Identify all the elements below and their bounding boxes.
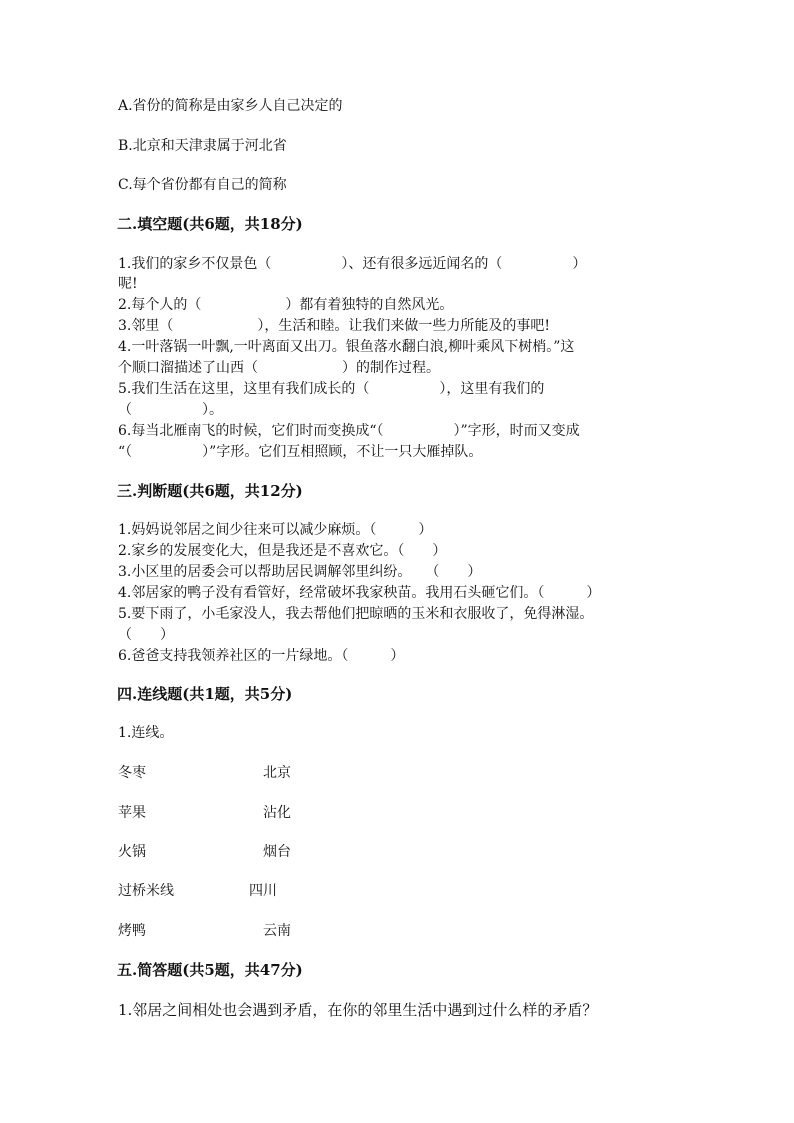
fill-q2: 2.每个人的（ ）都有着独特的自然风光。 [118, 297, 454, 313]
fill-q4-line1: 4.一叶落锅一叶飘,一叶离面又出刀。银鱼落水翻白浪,柳叶乘风下树梢。”这 [118, 339, 575, 355]
match-right-1: 北京 [263, 765, 291, 781]
option-c: C.每个省份都有自己的简称 [118, 177, 287, 193]
fill-q6-line2: “（ ）”字形。它们互相照顾，不让一只大雁掉队。 [118, 444, 483, 460]
fill-q3: 3.邻里（ ），生活和睦。让我们来做一些力所能及的事吧! [118, 318, 550, 334]
fill-q5-line2: （ ）。 [118, 402, 223, 418]
match-left-1: 冬枣 [118, 765, 146, 781]
match-left-3: 火锅 [118, 844, 146, 860]
match-right-4: 四川 [249, 883, 277, 899]
fill-q1-line2: 呢! [118, 276, 138, 292]
fill-q5-line1: 5.我们生活在这里，这里有我们成长的（ ），这里有我们的 [118, 381, 545, 397]
judge-q6: 6.爸爸支持我领养社区的一片绿地。（ ） [118, 648, 405, 664]
match-left-5: 烤鸭 [118, 923, 146, 939]
judge-q1: 1.妈妈说邻居之间少往来可以减少麻烦。（ ） [118, 522, 433, 538]
match-q1: 1.连线。 [118, 725, 174, 741]
judge-heading: 三.判断题(共6题，共12分) [117, 482, 303, 500]
judge-q2: 2.家乡的发展变化大，但是我还是不喜欢它。（ ） [118, 543, 447, 559]
short-answer-heading: 五.简答题(共5题，共47分) [117, 961, 303, 979]
judge-q3: 3.小区里的居委会可以帮助居民调解邻里纠纷。 （ ） [118, 564, 482, 580]
fill-q1-line1: 1.我们的家乡不仅景色（ ）、还有很多远近闻名的（ ） [118, 256, 587, 272]
match-left-4: 过桥米线 [118, 883, 174, 899]
option-b: B.北京和天津隶属于河北省 [118, 138, 287, 154]
match-heading: 四.连线题(共1题，共5分) [117, 685, 293, 703]
judge-q4: 4.邻居家的鸭子没有看管好，经常破坏我家秧苗。我用石头砸它们。（ ） [118, 585, 601, 601]
match-right-5: 云南 [263, 923, 291, 939]
judge-q5-line2: （ ） [118, 627, 174, 643]
judge-q5-line1: 5.要下雨了，小毛家没人，我去帮他们把晾晒的玉米和衣服收了，免得淋湿。 [118, 606, 594, 622]
short-answer-q1: 1.邻居之间相处也会遇到矛盾，在你的邻里生活中遇到过什么样的矛盾？ [118, 1001, 598, 1019]
match-right-2: 沾化 [263, 805, 291, 821]
fill-blank-heading: 二.填空题(共6题，共18分) [117, 215, 303, 233]
match-left-2: 苹果 [118, 805, 146, 821]
match-right-3: 烟台 [263, 844, 291, 860]
fill-q6-line1: 6.每当北雁南飞的时候，它们时而变换成“（ ）”字形，时而又变成 [118, 423, 580, 439]
option-a: A.省份的简称是由家乡人自己决定的 [118, 98, 343, 114]
fill-q4-line2: 个顺口溜描述了山西（ ）的制作过程。 [118, 360, 440, 376]
